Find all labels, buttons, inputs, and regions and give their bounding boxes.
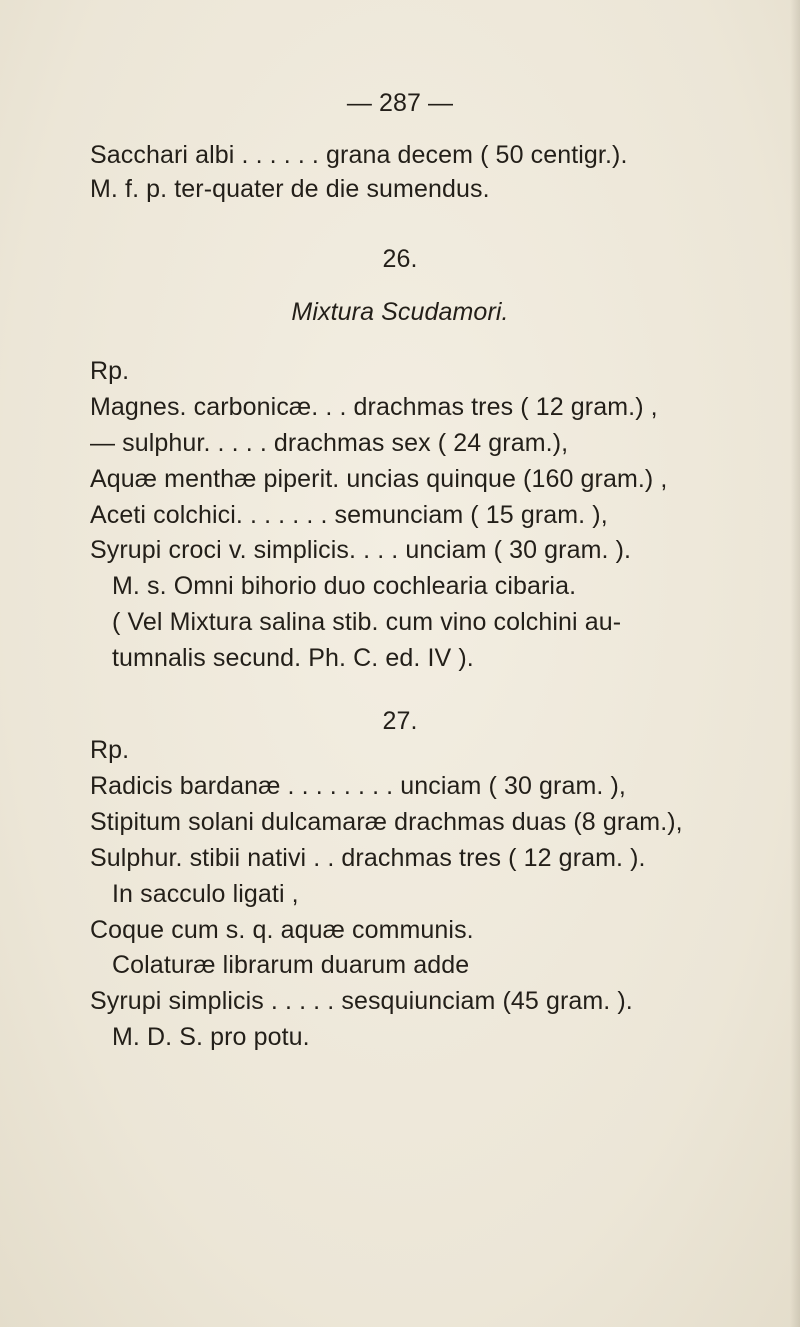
rp-label: Rp. bbox=[90, 736, 130, 764]
instruction-line: M. s. Omni bihorio duo cochlearia cibaria. bbox=[112, 572, 577, 600]
instruction-line: M. D. S. pro potu. bbox=[112, 1023, 310, 1051]
instruction-line: Coque cum s. q. aquæ communis. bbox=[90, 916, 474, 944]
note-line: tumnalis secund. Ph. C. ed. IV ). bbox=[112, 644, 474, 672]
instruction-line: In sacculo ligati , bbox=[112, 880, 299, 908]
note-line: ( Vel Mixtura salina stib. cum vino colchini au- bbox=[112, 608, 622, 636]
ingredient-line: Syrupi croci v. simplicis. . . . unciam ( 30 gram. ). bbox=[90, 536, 632, 564]
ingredient-line: — sulphur. . . . . drachmas sex ( 24 gram.), bbox=[90, 429, 569, 457]
text-line: M. f. p. ter-quater de die sumendus. bbox=[90, 175, 490, 203]
rp-label: Rp. bbox=[90, 357, 130, 385]
ingredient-line: Syrupi simplicis . . . . . sesquiunciam (45 gram. ). bbox=[90, 987, 633, 1015]
ingredient-line: Aquæ menthæ piperit. uncias quinque (160 gram.) , bbox=[90, 465, 668, 493]
text-line: Sacchari albi . . . . . . grana decem ( 50 centigr.). bbox=[90, 141, 628, 169]
recipe-number: 26. bbox=[382, 245, 418, 273]
instruction-line: Colaturæ librarum duarum adde bbox=[112, 951, 470, 979]
ingredient-line: Aceti colchici. . . . . . . semunciam ( 15 gram. ), bbox=[90, 501, 608, 529]
ingredient-line: Stipitum solani dulcamaræ drachmas duas (8 gram.), bbox=[90, 808, 683, 836]
page-edge-shadow bbox=[790, 0, 800, 1327]
ingredient-line: Sulphur. stibii nativi . . drachmas tres ( 12 gram. ). bbox=[90, 844, 646, 872]
recipe-title: Mixtura Scudamori. bbox=[291, 298, 509, 326]
page-number: — 287 — bbox=[346, 89, 454, 117]
ingredient-line: Radicis bardanæ . . . . . . . . unciam ( 30 gram. ), bbox=[90, 772, 626, 800]
recipe-number: 27. bbox=[382, 707, 418, 735]
ingredient-line: Magnes. carbonicæ. . . drachmas tres ( 12 gram.) , bbox=[90, 393, 658, 421]
